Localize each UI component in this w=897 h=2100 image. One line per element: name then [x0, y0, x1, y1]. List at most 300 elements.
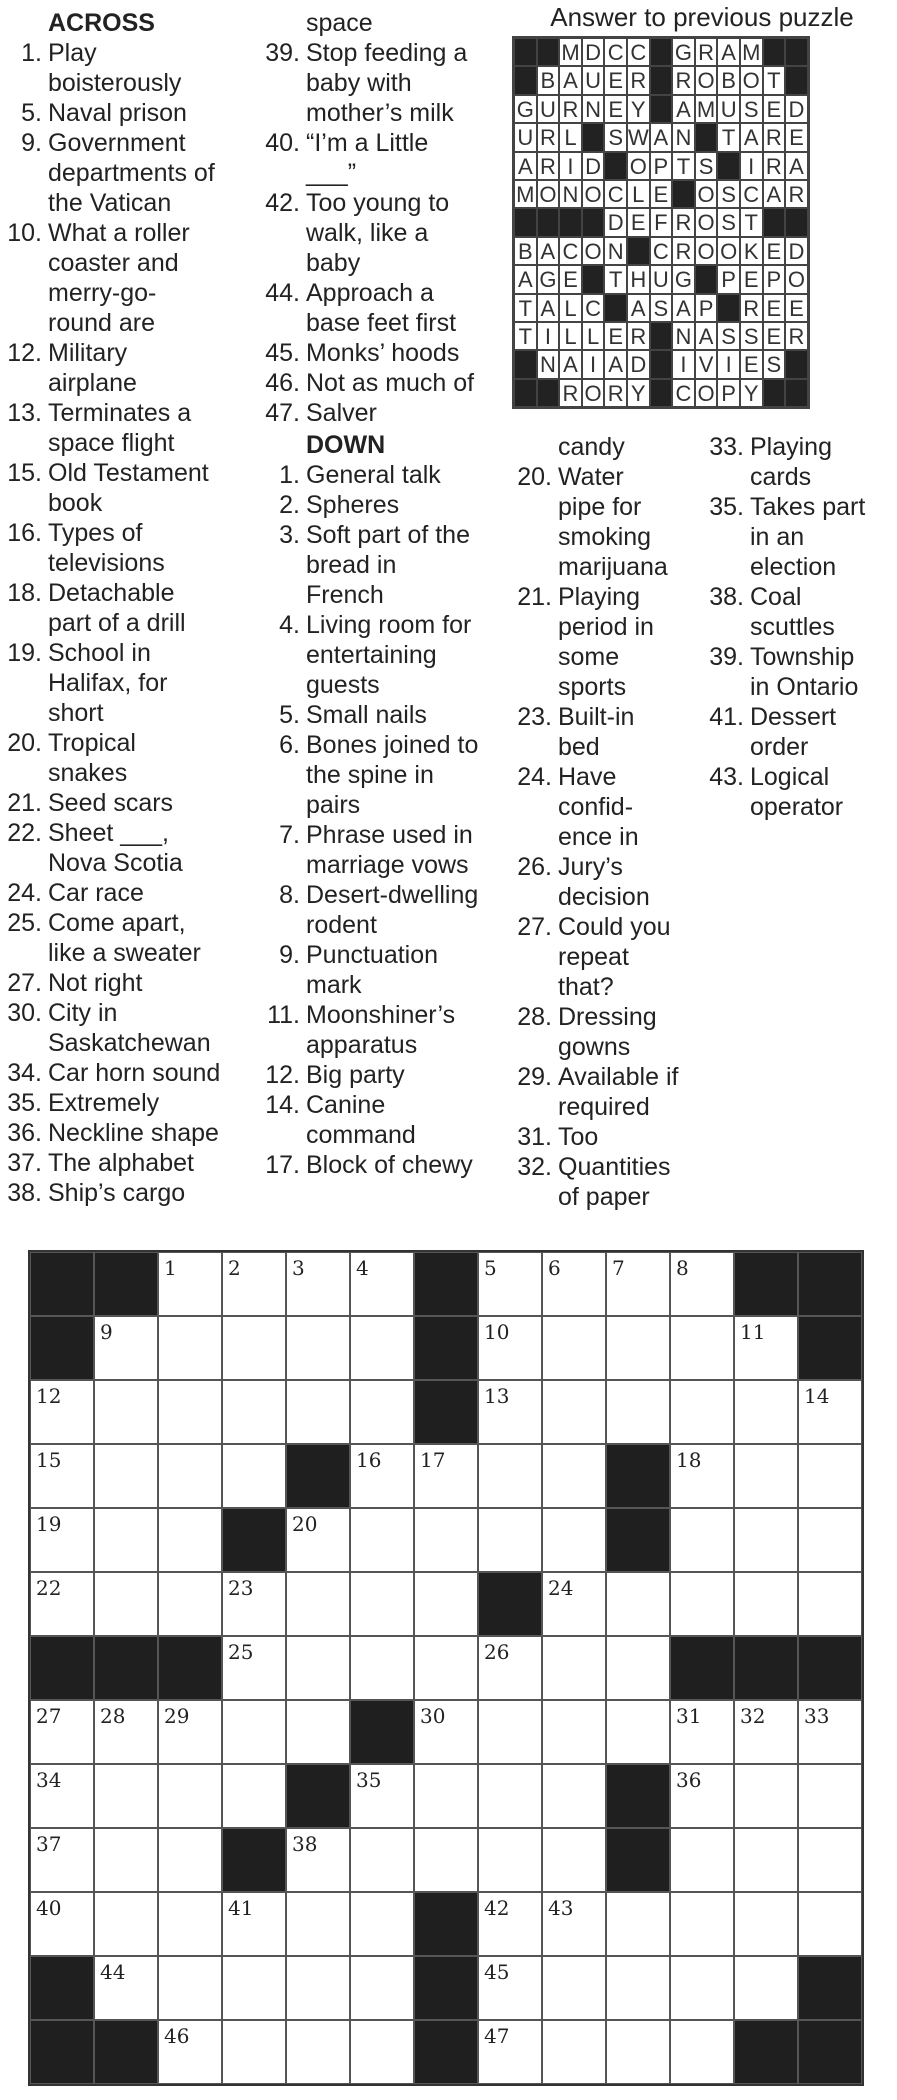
previous-grid-row — [514, 350, 808, 378]
previous-grid-block — [650, 322, 673, 350]
clue-47 — [258, 398, 513, 428]
grid-cell[interactable] — [350, 1956, 414, 2020]
previous-grid-letter: E — [763, 95, 786, 123]
grid-cell[interactable] — [350, 1316, 414, 1380]
grid-block — [606, 1508, 670, 1572]
previous-grid-letter: E — [763, 294, 786, 322]
grid-cell[interactable] — [734, 1764, 798, 1828]
clue-text-line: in an — [750, 523, 805, 551]
grid-cell[interactable] — [606, 1892, 670, 1956]
grid-cell[interactable] — [542, 1700, 606, 1764]
grid-cell[interactable] — [670, 1380, 734, 1444]
previous-grid-letter: C — [559, 237, 582, 265]
grid-cell[interactable] — [158, 1316, 222, 1380]
grid-cell[interactable] — [478, 1636, 542, 1700]
grid-cell[interactable] — [670, 1828, 734, 1892]
grid-cell[interactable] — [350, 2020, 414, 2084]
grid-cell[interactable] — [30, 1508, 94, 1572]
clue-number: 2. — [279, 491, 300, 519]
previous-grid-letter: R — [537, 123, 560, 151]
clue-16 — [0, 518, 260, 578]
previous-grid-letter: R — [695, 38, 718, 66]
grid-cell[interactable] — [158, 1444, 222, 1508]
clue-text-line: Coal — [750, 583, 802, 611]
clue-30 — [0, 998, 260, 1058]
clue-text-line: Not as much of — [306, 369, 475, 397]
previous-grid-block — [695, 123, 718, 151]
grid-cell[interactable] — [286, 1508, 350, 1572]
clue-text-line: confid- — [558, 793, 634, 821]
clue-21 — [0, 788, 260, 818]
clue-text-line: Canine — [306, 1091, 386, 1119]
grid-cell[interactable] — [350, 1572, 414, 1636]
clue-number: 39. — [709, 643, 744, 671]
cell-number: 29 — [164, 1704, 190, 1728]
clue-text-line: walk, like a — [306, 219, 429, 247]
grid-cell[interactable] — [30, 1828, 94, 1892]
grid-cell[interactable] — [798, 1380, 862, 1444]
clue-text-line: Block of chewy — [306, 1151, 473, 1179]
clue-43 — [702, 762, 897, 822]
grid-cell[interactable] — [286, 1956, 350, 2020]
grid-cell[interactable] — [734, 1956, 798, 2020]
grid-cell[interactable] — [478, 1444, 542, 1508]
clue-number: 10. — [7, 219, 42, 247]
cell-number: 16 — [356, 1448, 382, 1472]
previous-grid-letter: T — [604, 265, 627, 293]
grid-cell[interactable] — [478, 1700, 542, 1764]
grid-cell[interactable] — [350, 1252, 414, 1316]
clue-9 — [0, 128, 260, 218]
previous-grid-letter: B — [514, 237, 537, 265]
grid-block — [286, 1444, 350, 1508]
clue-12 — [258, 1060, 513, 1090]
grid-cell[interactable] — [414, 1572, 478, 1636]
grid-cell[interactable] — [734, 1572, 798, 1636]
previous-grid-letter: A — [514, 152, 537, 180]
previous-grid-block — [514, 66, 537, 94]
clue-text-line: of paper — [558, 1183, 650, 1211]
grid-cell[interactable] — [542, 1956, 606, 2020]
clue-number: 12. — [265, 1061, 300, 1089]
previous-grid-letter: T — [514, 322, 537, 350]
clue-41 — [702, 702, 897, 762]
grid-cell[interactable] — [30, 1764, 94, 1828]
grid-cell[interactable] — [350, 1764, 414, 1828]
down-clues-column-4 — [702, 432, 897, 822]
previous-grid-letter: N — [559, 180, 582, 208]
clue-text-line: candy — [558, 433, 625, 461]
grid-cell[interactable] — [798, 1444, 862, 1508]
grid-cell[interactable] — [350, 1828, 414, 1892]
grid-cell[interactable] — [606, 1316, 670, 1380]
previous-grid-letter: E — [763, 322, 786, 350]
grid-cell[interactable] — [222, 1316, 286, 1380]
clue-text-line: pipe for — [558, 493, 642, 521]
grid-cell[interactable] — [286, 1700, 350, 1764]
previous-grid-block — [514, 350, 537, 378]
clue-34 — [0, 1058, 260, 1088]
clue-text-line: gowns — [558, 1033, 631, 1061]
grid-cell[interactable] — [30, 1892, 94, 1956]
previous-grid-letter: E — [604, 66, 627, 94]
previous-grid-row — [514, 123, 808, 151]
clue-39 — [258, 38, 513, 128]
clue-27 — [0, 968, 260, 998]
grid-cell[interactable] — [670, 2020, 734, 2084]
grid-cell[interactable] — [542, 1444, 606, 1508]
previous-grid-block — [582, 123, 605, 151]
clue-text-line: Play — [48, 39, 97, 67]
previous-grid-letter: E — [604, 95, 627, 123]
grid-cell[interactable] — [542, 1380, 606, 1444]
grid-cell[interactable] — [158, 1380, 222, 1444]
grid-cell[interactable] — [30, 1444, 94, 1508]
clue-14 — [258, 1090, 513, 1150]
clue-36 — [0, 1118, 260, 1148]
clue-number: 12. — [7, 339, 42, 367]
grid-cell[interactable] — [158, 1764, 222, 1828]
clue-text-line: Seed scars — [48, 789, 174, 817]
clue-text-line: command — [306, 1121, 416, 1149]
grid-cell[interactable] — [670, 1508, 734, 1572]
cell-number: 11 — [740, 1320, 766, 1344]
grid-cell[interactable] — [542, 1764, 606, 1828]
grid-cell[interactable] — [414, 1828, 478, 1892]
clue-29 — [510, 1062, 710, 1122]
grid-cell[interactable] — [478, 1252, 542, 1316]
clue-text-line: Old Testament — [48, 459, 209, 487]
grid-cell[interactable] — [286, 1316, 350, 1380]
grid-cell[interactable] — [542, 1892, 606, 1956]
grid-cell[interactable] — [350, 1444, 414, 1508]
grid-row — [30, 1764, 862, 1828]
grid-cell[interactable] — [222, 1764, 286, 1828]
grid-cell[interactable] — [94, 1444, 158, 1508]
clue-26 — [510, 852, 710, 912]
grid-cell[interactable] — [350, 1380, 414, 1444]
grid-cell[interactable] — [222, 1572, 286, 1636]
previous-grid-block — [537, 208, 560, 236]
grid-block — [414, 1956, 478, 2020]
grid-cell[interactable] — [286, 1252, 350, 1316]
grid-cell[interactable] — [606, 1380, 670, 1444]
grid-cell[interactable] — [542, 1508, 606, 1572]
grid-cell[interactable] — [606, 1700, 670, 1764]
grid-cell[interactable] — [158, 1892, 222, 1956]
grid-cell[interactable] — [414, 1636, 478, 1700]
grid-cell[interactable] — [158, 2020, 222, 2084]
grid-cell[interactable] — [670, 1252, 734, 1316]
clue-text-line: Available if — [558, 1063, 679, 1091]
clue-text-line: the Vatican — [48, 189, 172, 217]
grid-cell[interactable] — [94, 1892, 158, 1956]
grid-cell[interactable] — [94, 1572, 158, 1636]
grid-cell[interactable] — [670, 1572, 734, 1636]
grid-cell[interactable] — [606, 2020, 670, 2084]
grid-cell[interactable] — [158, 1572, 222, 1636]
grid-cell[interactable] — [94, 1828, 158, 1892]
grid-block — [606, 1764, 670, 1828]
grid-cell[interactable] — [286, 1828, 350, 1892]
previous-grid-block — [514, 38, 537, 66]
grid-cell[interactable] — [94, 1508, 158, 1572]
previous-grid-block — [627, 237, 650, 265]
clue-text-line: mother’s milk — [306, 99, 454, 127]
clue-text-line: Neckline shape — [48, 1119, 219, 1147]
clue-text-line: election — [750, 553, 837, 581]
previous-grid-letter: O — [717, 237, 740, 265]
clues-column-2 — [258, 8, 513, 1180]
grid-cell[interactable] — [222, 1252, 286, 1316]
grid-cell[interactable] — [222, 1380, 286, 1444]
previous-grid-letter: S — [650, 294, 673, 322]
grid-block — [798, 1316, 862, 1380]
grid-cell[interactable] — [30, 1572, 94, 1636]
grid-cell[interactable] — [222, 1636, 286, 1700]
grid-cell[interactable] — [670, 1892, 734, 1956]
grid-block — [30, 1252, 94, 1316]
clue-19 — [0, 638, 260, 728]
clue-number: 42. — [265, 189, 300, 217]
grid-cell[interactable] — [222, 1700, 286, 1764]
clue-number: 6. — [279, 731, 300, 759]
grid-cell[interactable] — [606, 1252, 670, 1316]
grid-cell[interactable] — [734, 1892, 798, 1956]
grid-cell[interactable] — [158, 1252, 222, 1316]
grid-cell[interactable] — [286, 1636, 350, 1700]
grid-cell[interactable] — [542, 1828, 606, 1892]
grid-cell[interactable] — [734, 1828, 798, 1892]
grid-cell[interactable] — [734, 1380, 798, 1444]
previous-grid-block — [785, 350, 808, 378]
clue-number: 34. — [7, 1059, 42, 1087]
grid-cell[interactable] — [798, 1828, 862, 1892]
grid-cell[interactable] — [542, 1316, 606, 1380]
grid-cell[interactable] — [222, 2020, 286, 2084]
cell-number: 23 — [228, 1576, 254, 1600]
grid-cell[interactable] — [414, 1508, 478, 1572]
grid-block — [222, 1508, 286, 1572]
grid-block — [734, 1636, 798, 1700]
cell-number: 3 — [292, 1256, 305, 1280]
grid-cell[interactable] — [542, 2020, 606, 2084]
previous-grid-letter: U — [582, 66, 605, 94]
grid-block — [606, 1444, 670, 1508]
clue-number: 15. — [7, 459, 42, 487]
grid-row — [30, 1252, 862, 1316]
grid-cell[interactable] — [478, 1508, 542, 1572]
previous-grid-letter: C — [582, 294, 605, 322]
previous-grid-block — [604, 294, 627, 322]
previous-grid-letter: R — [763, 152, 786, 180]
grid-block — [414, 1380, 478, 1444]
previous-grid-block — [763, 208, 786, 236]
grid-block — [94, 1252, 158, 1316]
clue-17 — [258, 1150, 513, 1180]
grid-cell[interactable] — [158, 1700, 222, 1764]
previous-grid-block — [763, 38, 786, 66]
grid-cell[interactable] — [734, 1508, 798, 1572]
clue-number: 4. — [279, 611, 300, 639]
grid-cell[interactable] — [670, 1764, 734, 1828]
grid-cell[interactable] — [158, 1828, 222, 1892]
clue-text-line: required — [558, 1093, 650, 1121]
clue-text-line: pairs — [306, 791, 361, 819]
clue-number: 28. — [517, 1003, 552, 1031]
grid-cell[interactable] — [286, 2020, 350, 2084]
clue-35 — [0, 1088, 260, 1118]
grid-cell[interactable] — [286, 1892, 350, 1956]
clue-text-line: space — [306, 9, 373, 37]
cell-number: 4 — [356, 1256, 369, 1280]
grid-cell[interactable] — [798, 1572, 862, 1636]
grid-cell[interactable] — [478, 1828, 542, 1892]
previous-grid-letter: P — [717, 265, 740, 293]
previous-grid-letter: C — [672, 379, 695, 407]
clue-42 — [258, 188, 513, 278]
grid-cell[interactable] — [734, 1316, 798, 1380]
grid-cell[interactable] — [670, 1956, 734, 2020]
grid-cell[interactable] — [286, 1380, 350, 1444]
grid-cell[interactable] — [222, 1956, 286, 2020]
grid-cell[interactable] — [414, 1444, 478, 1508]
grid-cell[interactable] — [350, 1508, 414, 1572]
clue-number: 43. — [709, 763, 744, 791]
clue-number: 3. — [279, 521, 300, 549]
cell-number: 14 — [804, 1384, 830, 1408]
clue-9 — [258, 940, 513, 1000]
clue-44 — [258, 278, 513, 338]
grid-cell[interactable] — [350, 1892, 414, 1956]
grid-cell[interactable] — [734, 1700, 798, 1764]
grid-cell[interactable] — [478, 1316, 542, 1380]
grid-cell[interactable] — [606, 1572, 670, 1636]
previous-grid-letter: D — [604, 208, 627, 236]
grid-block — [158, 1636, 222, 1700]
cell-number: 38 — [292, 1832, 318, 1856]
clue-7 — [258, 820, 513, 880]
clue-number: 41. — [709, 703, 744, 731]
clue-text-line: Dressing — [558, 1003, 657, 1031]
grid-block — [286, 1764, 350, 1828]
clue-text-line: that? — [558, 973, 614, 1001]
grid-cell[interactable] — [798, 1764, 862, 1828]
grid-cell[interactable] — [94, 1380, 158, 1444]
previous-grid-letter: K — [740, 237, 763, 265]
previous-grid-letter: A — [514, 265, 537, 293]
cell-number: 46 — [164, 2024, 190, 2048]
clue-text-line: period in — [558, 613, 654, 641]
clue-number: 23. — [517, 703, 552, 731]
clue-text-line: round are — [48, 309, 156, 337]
grid-block — [414, 2020, 478, 2084]
previous-grid-letter: A — [604, 350, 627, 378]
grid-row — [30, 1316, 862, 1380]
grid-cell[interactable] — [478, 2020, 542, 2084]
grid-cell[interactable] — [478, 1892, 542, 1956]
clue-text-line: order — [750, 733, 809, 761]
grid-cell[interactable] — [94, 1764, 158, 1828]
clue-number: 24. — [7, 879, 42, 907]
clue-text-line: Halifax, for — [48, 669, 168, 697]
grid-cell[interactable] — [670, 1316, 734, 1380]
clue-text-line: Naval prison — [48, 99, 187, 127]
grid-cell[interactable] — [542, 1252, 606, 1316]
grid-cell[interactable] — [158, 1508, 222, 1572]
previous-grid-letter: O — [695, 66, 718, 94]
grid-cell[interactable] — [414, 1700, 478, 1764]
previous-grid-letter: D — [582, 152, 605, 180]
grid-cell[interactable] — [350, 1636, 414, 1700]
grid-row — [30, 1444, 862, 1508]
grid-cell[interactable] — [798, 1508, 862, 1572]
clue-2 — [258, 490, 513, 520]
clue-text-line: short — [48, 699, 104, 727]
clue-number: 46. — [265, 369, 300, 397]
grid-block — [606, 1828, 670, 1892]
grid-cell[interactable] — [478, 1956, 542, 2020]
grid-cell[interactable] — [222, 1444, 286, 1508]
previous-grid-letter: E — [559, 265, 582, 293]
grid-cell[interactable] — [478, 1764, 542, 1828]
previous-grid-letter: S — [695, 152, 718, 180]
cell-number: 34 — [36, 1768, 62, 1792]
grid-cell[interactable] — [222, 1892, 286, 1956]
grid-cell[interactable] — [478, 1380, 542, 1444]
grid-cell[interactable] — [542, 1572, 606, 1636]
grid-cell[interactable] — [542, 1636, 606, 1700]
grid-cell[interactable] — [30, 1700, 94, 1764]
previous-grid-row — [514, 294, 808, 322]
clue-text-line: guests — [306, 671, 380, 699]
grid-cell[interactable] — [734, 1444, 798, 1508]
clue-18 — [0, 578, 260, 638]
previous-grid-letter: A — [672, 294, 695, 322]
clue-text-line: City in — [48, 999, 118, 1027]
grid-cell[interactable] — [606, 1636, 670, 1700]
grid-cell[interactable] — [670, 1444, 734, 1508]
cell-number: 26 — [484, 1640, 510, 1664]
grid-row — [30, 1572, 862, 1636]
grid-cell[interactable] — [94, 1316, 158, 1380]
grid-cell[interactable] — [94, 1700, 158, 1764]
previous-grid-letter: D — [785, 95, 808, 123]
clue-text-line: coaster and — [48, 249, 179, 277]
clue-number: 45. — [265, 339, 300, 367]
grid-cell[interactable] — [798, 1700, 862, 1764]
clue-number: 39. — [265, 39, 300, 67]
clue-text-line: mark — [306, 971, 362, 999]
previous-grid-letter: W — [627, 125, 649, 151]
cell-number: 30 — [420, 1704, 446, 1728]
previous-grid-letter: V — [695, 350, 718, 378]
clue-text-line: the spine in — [306, 761, 434, 789]
previous-grid-letter: B — [717, 66, 740, 94]
grid-cell[interactable] — [414, 1764, 478, 1828]
grid-cell[interactable] — [670, 1700, 734, 1764]
grid-cell[interactable] — [158, 1956, 222, 2020]
previous-grid-row — [514, 208, 808, 236]
grid-cell[interactable] — [30, 1380, 94, 1444]
grid-cell[interactable] — [606, 1956, 670, 2020]
grid-cell[interactable] — [94, 1956, 158, 2020]
clue-cont — [510, 432, 710, 462]
grid-cell[interactable] — [286, 1572, 350, 1636]
previous-grid-letter: R — [559, 95, 582, 123]
grid-cell[interactable] — [798, 1892, 862, 1956]
grid-row — [30, 1636, 862, 1700]
